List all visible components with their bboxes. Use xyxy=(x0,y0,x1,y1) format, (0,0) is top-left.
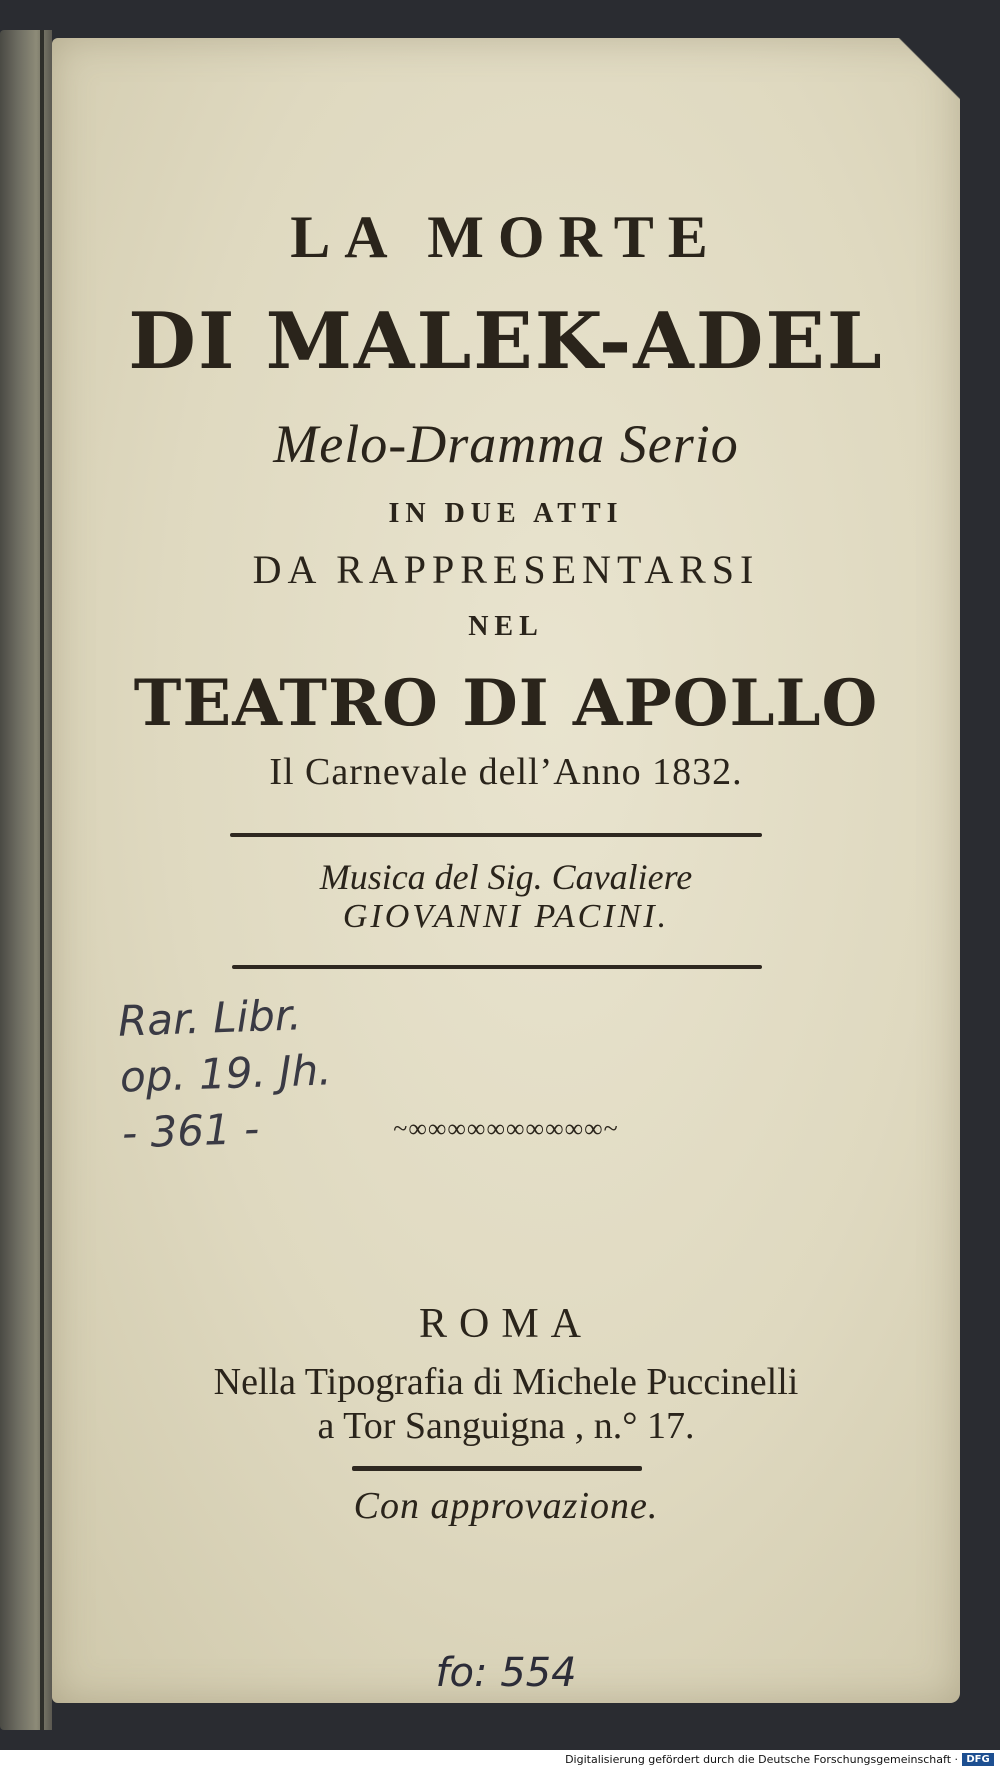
genre-line: Melo-Dramma Serio xyxy=(273,414,739,474)
divider-rule-top xyxy=(230,833,762,837)
handwritten-line: op. 19. Jh. xyxy=(119,1045,333,1102)
book-spine xyxy=(0,30,52,1730)
shelfmark-handwritten: fo: 554 xyxy=(435,1650,577,1696)
divider-rule-bottom xyxy=(232,965,762,969)
divider-rule-approval xyxy=(352,1466,642,1471)
dfg-logo: DFG xyxy=(962,1753,994,1766)
acts-line: IN DUE ATTI xyxy=(388,498,624,529)
handwritten-line: - 361 - xyxy=(121,1103,260,1158)
address-line: a Tor Sanguigna , n.° 17. xyxy=(317,1405,695,1447)
printer-line: Nella Tipografia di Michele Puccinelli xyxy=(213,1361,799,1403)
title-line-malek-adel: DI MALEK-ADEL xyxy=(128,296,884,387)
city-line: ROMA xyxy=(418,1301,594,1347)
music-credit-line: Musica del Sig. Cavaliere xyxy=(319,857,693,897)
nel-line: NEL xyxy=(468,611,544,642)
footer-credit: Digitalisierung gefördert durch die Deutsche Forschungsgemeinschaft · xyxy=(565,1753,958,1766)
theatre-line: TEATRO DI APOLLO xyxy=(133,666,879,741)
title-page xyxy=(52,38,960,1703)
title-line-la-morte: LA MORTE xyxy=(290,204,722,270)
composer-name: GIOVANNI PACINI. xyxy=(342,898,670,935)
handwritten-line: Rar. Libr. xyxy=(117,990,303,1046)
performance-line: DA RAPPRESENTARSI xyxy=(252,547,760,592)
approval-line: Con approvazione. xyxy=(353,1485,659,1527)
ornament-divider: ~∞∞∞∞∞∞∞∞∞∞~ xyxy=(393,1114,619,1143)
season-line: Il Carnevale dell’Anno 1832. xyxy=(269,751,743,793)
